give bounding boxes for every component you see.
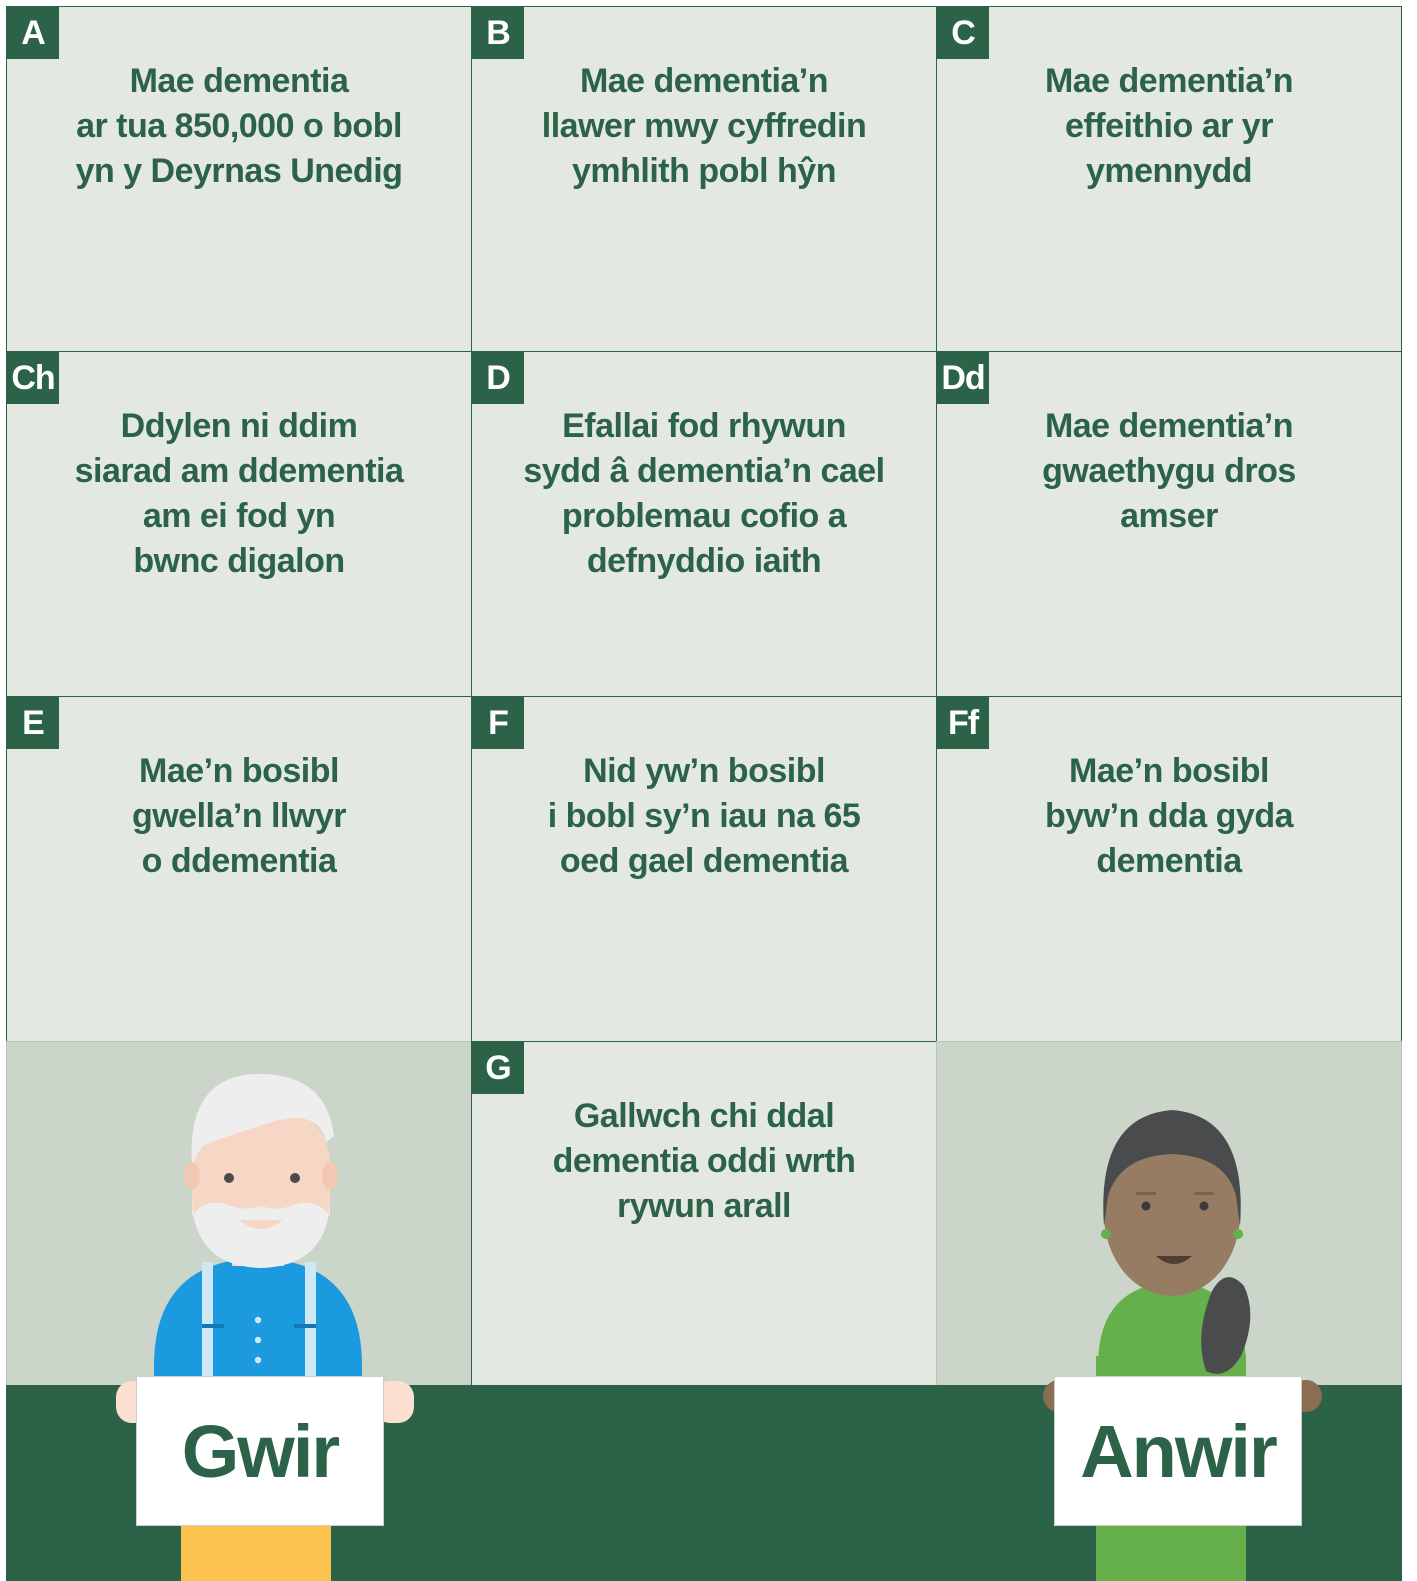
statement-card-b: [471, 6, 937, 352]
statement-card-g: [471, 1041, 937, 1387]
card-statement: Mae dementia’n effeithio ar yr ymennydd: [1044, 62, 1294, 190]
true-sign: Gwir: [136, 1376, 384, 1526]
statement-card-d: [471, 351, 937, 697]
card-letter-badge: F: [472, 697, 524, 749]
false-sign: Anwir: [1054, 1376, 1302, 1526]
card-letter-badge: G: [472, 1042, 524, 1094]
card-statement: Mae’n bosibl gwella’n llwyr o ddementia: [131, 752, 347, 880]
statement-card-e: [6, 696, 472, 1042]
card-statement: Mae dementia’n llawer mwy cyffredin ymhlith pobl hŷn: [541, 62, 867, 190]
statement-card-a: [6, 6, 472, 352]
card-letter-badge: D: [472, 352, 524, 404]
card-statement: Ddylen ni ddim siarad am ddementia am ei fod yn bwnc digalon: [74, 407, 404, 580]
card-statement: Gallwch chi ddal dementia oddi wrth rywun arall: [552, 1097, 856, 1225]
card-letter-badge: Ff: [937, 697, 989, 749]
statement-card-c: [936, 6, 1402, 352]
statement-card-dd: [936, 351, 1402, 697]
card-letter-badge: Ch: [7, 352, 59, 404]
card-statement: Mae dementia’n gwaethygu dros amser: [1042, 407, 1296, 535]
statement-card-ff: [936, 696, 1402, 1042]
statement-card-f: [471, 696, 937, 1042]
card-letter-badge: C: [937, 7, 989, 59]
card-letter-badge: Dd: [937, 352, 989, 404]
statement-card-ch: [6, 351, 472, 697]
card-letter-badge: B: [472, 7, 524, 59]
quiz-board: [6, 6, 1402, 1581]
card-statement: Nid yw’n bosibl i bobl sy’n iau na 65 oed gael dementia: [547, 752, 861, 880]
card-letter-badge: A: [7, 7, 59, 59]
card-statement: Mae dementia ar tua 850,000 o bobl yn y Deyrnas Unedig: [75, 62, 403, 190]
card-statement: Efallai fod rhywun sydd â dementia’n cael problemau cofio a defnyddio iaith: [523, 407, 885, 580]
card-statement: Mae’n bosibl byw’n dda gyda dementia: [1044, 752, 1294, 880]
card-letter-badge: E: [7, 697, 59, 749]
